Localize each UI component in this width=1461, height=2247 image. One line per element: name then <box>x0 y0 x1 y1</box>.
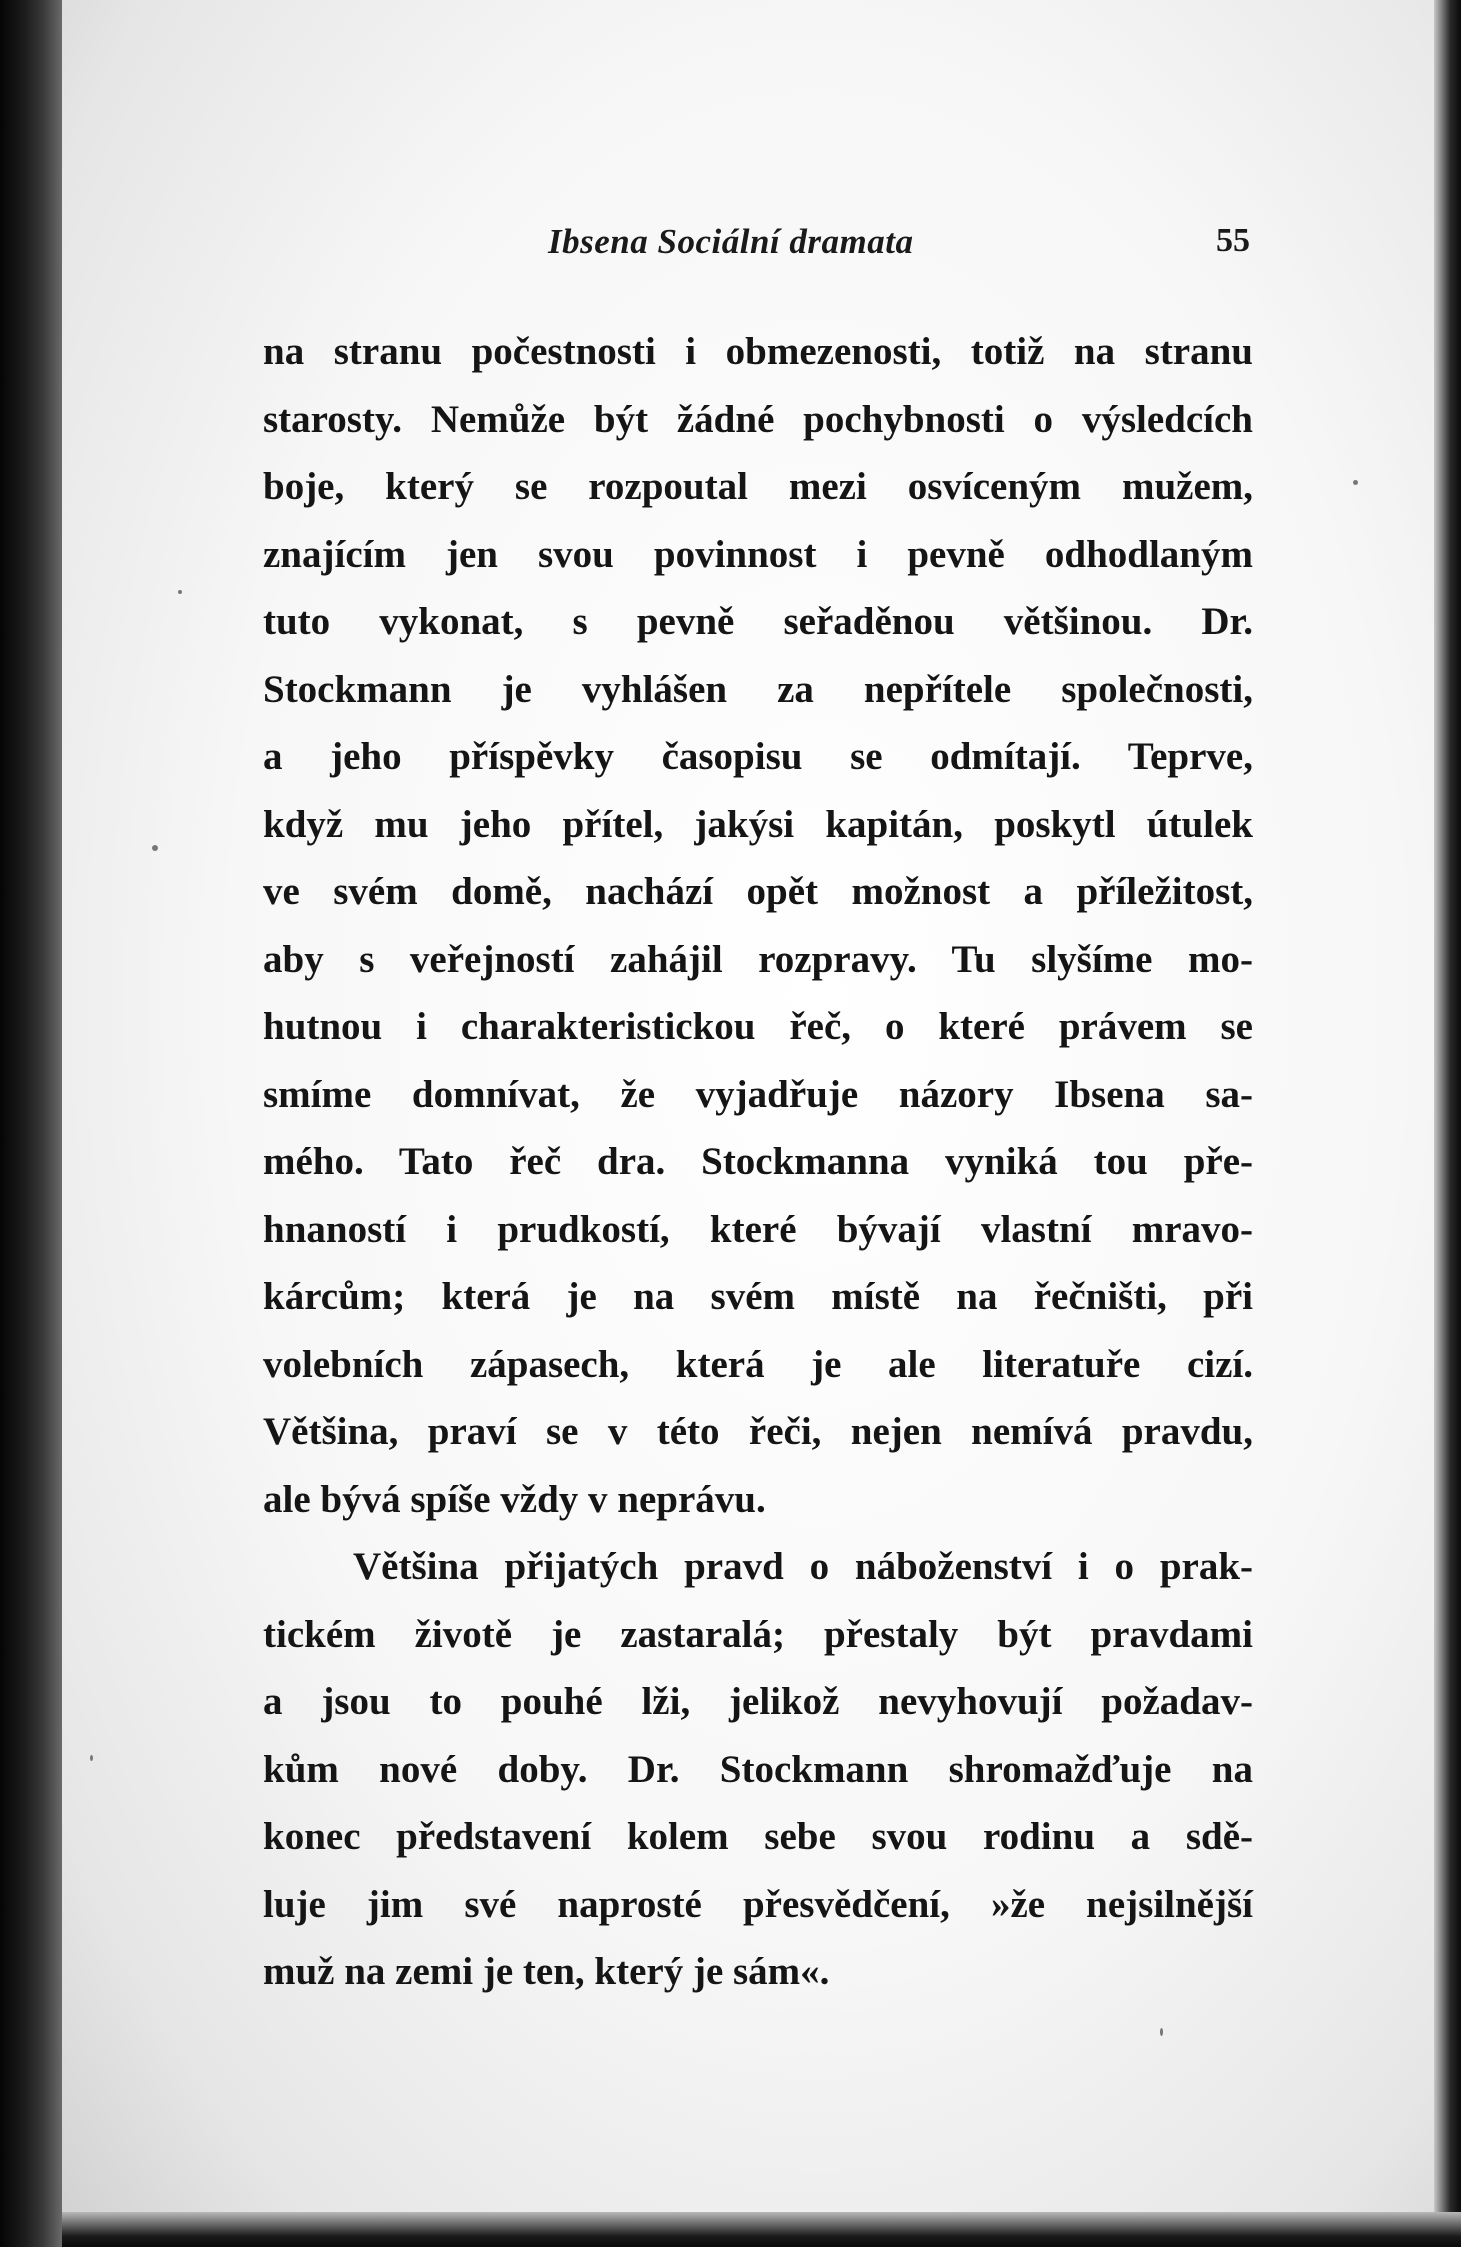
text-line: hnaností i prudkostí, které bývají vlastní mravo- <box>263 1207 1253 1251</box>
page-edge-bottom <box>62 2212 1461 2247</box>
text-line: volebních zápasech, která je ale literatuře cizí. <box>263 1342 1253 1386</box>
text-line: tuto vykonat, s pevně seřaděnou většinou. Dr. <box>263 600 1253 643</box>
text-line: smíme domnívat, že vyjadřuje názory Ibsena sa- <box>263 1072 1253 1116</box>
text-line: luje jim své naprosté přesvědčení, »že nejsilnější <box>263 1882 1253 1926</box>
text-line: boje, který se rozpoutal mezi osvíceným mužem, <box>263 465 1253 508</box>
page-header <box>548 222 1250 266</box>
text-line: tickém životě je zastaralá; přestaly být pravdami <box>263 1612 1253 1656</box>
body-text <box>263 318 1253 2006</box>
text-line: muž na zemi je ten, který je sám«. <box>263 1950 830 1993</box>
text-line: kům nové doby. Dr. Stockmann shromažďuje na <box>263 1747 1253 1791</box>
text-line: mého. Tato řeč dra. Stockmanna vyniká tou pře- <box>263 1140 1253 1183</box>
paper-speck <box>178 590 182 594</box>
paper-speck <box>152 845 158 851</box>
text-line: ve svém domě, nachází opět možnost a příležitost, <box>263 870 1253 913</box>
text-line: Většina, praví se v této řeči, nejen nemívá pravdu, <box>263 1410 1253 1453</box>
text-line: Většina přijatých pravd o náboženství i o prak- <box>353 1545 1253 1588</box>
text-line: znajícím jen svou povinnost i pevně odhodlaným <box>263 532 1253 576</box>
paper-speck <box>90 1755 93 1761</box>
text-line: starosty. Nemůže být žádné pochybnosti o výsledcích <box>263 397 1253 441</box>
book-spine-shadow <box>0 0 62 2247</box>
page-number: 55 <box>1216 222 1250 259</box>
paragraph <box>263 1533 1253 2006</box>
text-line: aby s veřejností zahájil rozpravy. Tu slyšíme mo- <box>263 937 1253 981</box>
text-line: hutnou i charakteristickou řeč, o které právem se <box>263 1005 1253 1048</box>
text-line: ale bývá spíše vždy v neprávu. <box>263 1477 766 1521</box>
text-line: když mu jeho přítel, jakýsi kapitán, poskytl útulek <box>263 802 1253 846</box>
text-line: a jsou to pouhé lži, jelikož nevyhovují požadav- <box>263 1680 1253 1723</box>
text-line: kárcům; která je na svém místě na řečništi, při <box>263 1275 1253 1318</box>
text-line: na stranu počestnosti i obmezenosti, totiž na stranu <box>263 330 1253 373</box>
text-line: konec představení kolem sebe svou rodinu a sdě- <box>263 1815 1253 1858</box>
paper-speck <box>1160 2028 1163 2036</box>
running-title: Ibsena Sociální dramata <box>548 222 914 261</box>
paragraph <box>263 318 1253 1533</box>
page-edge-right <box>1434 0 1461 2247</box>
paper-speck <box>1353 480 1358 485</box>
text-line: a jeho příspěvky časopisu se odmítají. Teprve, <box>263 735 1253 778</box>
text-line: Stockmann je vyhlášen za nepřítele společnosti, <box>263 667 1253 711</box>
